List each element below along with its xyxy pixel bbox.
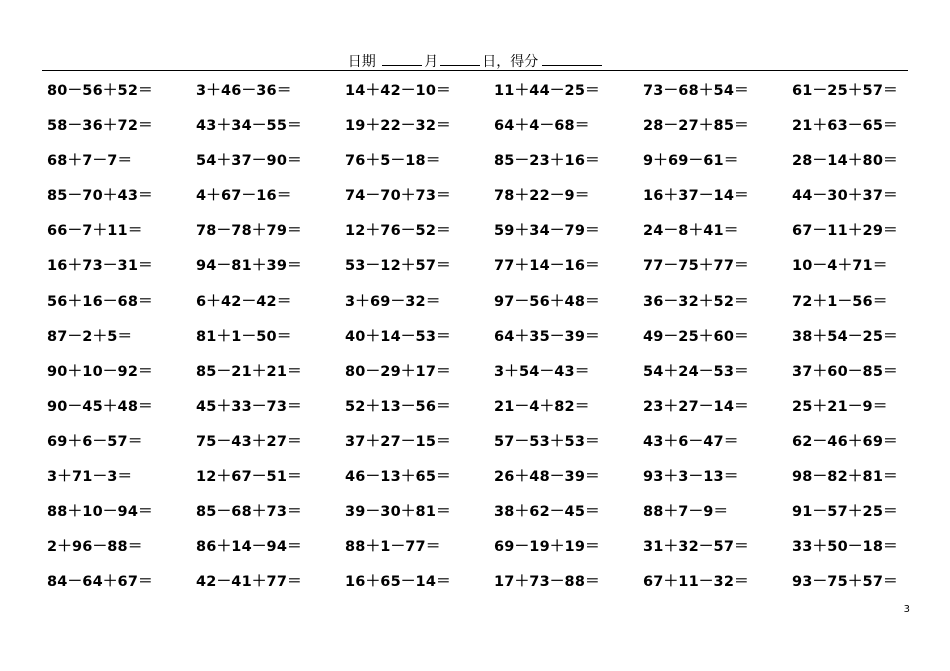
header-divider bbox=[42, 70, 908, 71]
math-problem: 46－13＋65＝ bbox=[345, 469, 451, 486]
math-problem: 12＋76－52＝ bbox=[345, 223, 451, 240]
problem-row bbox=[47, 187, 907, 222]
problem-row bbox=[47, 398, 907, 433]
month-blank[interactable] bbox=[382, 50, 422, 66]
math-problem: 42－41＋77＝ bbox=[196, 574, 302, 591]
problem-row bbox=[47, 152, 907, 187]
math-problem: 97－56＋48＝ bbox=[494, 293, 600, 310]
problem-row bbox=[47, 293, 907, 328]
math-problem: 10－4＋71＝ bbox=[792, 258, 888, 275]
math-problem: 44－30＋37＝ bbox=[792, 188, 898, 205]
math-problem: 26＋48－39＝ bbox=[494, 469, 600, 486]
day-blank[interactable] bbox=[440, 50, 480, 66]
date-label: 日期 bbox=[347, 54, 376, 70]
math-problem: 90＋10－92＝ bbox=[47, 363, 153, 380]
math-problem: 77＋14－16＝ bbox=[494, 258, 600, 275]
math-problem: 84－64＋67＝ bbox=[47, 574, 153, 591]
math-problem: 76＋5－18＝ bbox=[345, 153, 441, 170]
math-problem: 88＋10－94＝ bbox=[47, 504, 153, 521]
math-problem: 58－36＋72＝ bbox=[47, 118, 153, 135]
math-problem: 61－25＋57＝ bbox=[792, 83, 898, 99]
math-problem: 11＋44－25＝ bbox=[494, 83, 600, 99]
math-problem: 25＋21－9＝ bbox=[792, 398, 888, 415]
math-problem: 64＋4－68＝ bbox=[494, 118, 590, 135]
math-problem: 9＋69－61＝ bbox=[643, 153, 739, 170]
math-problem: 67＋11－32＝ bbox=[643, 574, 749, 591]
page-number: 3 bbox=[903, 604, 910, 615]
math-problem: 93＋3－13＝ bbox=[643, 469, 739, 486]
math-problem: 64＋35－39＝ bbox=[494, 328, 600, 345]
problem-row bbox=[47, 503, 907, 538]
math-problem: 49－25＋60＝ bbox=[643, 328, 749, 345]
math-problem: 3＋46－36＝ bbox=[196, 83, 292, 99]
problem-row bbox=[47, 328, 907, 363]
problem-grid bbox=[47, 82, 907, 608]
math-problem: 78＋22－9＝ bbox=[494, 188, 590, 205]
problem-row bbox=[47, 433, 907, 468]
math-problem: 38＋62－45＝ bbox=[494, 504, 600, 521]
math-problem: 45＋33－73＝ bbox=[196, 398, 302, 415]
math-problem: 16＋65－14＝ bbox=[345, 574, 451, 591]
math-problem: 54＋24－53＝ bbox=[643, 363, 749, 380]
math-problem: 57－53＋53＝ bbox=[494, 433, 600, 450]
math-problem: 94－81＋39＝ bbox=[196, 258, 302, 275]
math-problem: 24－8＋41＝ bbox=[643, 223, 739, 240]
math-problem: 6＋42－42＝ bbox=[196, 293, 292, 310]
problem-row bbox=[47, 82, 907, 117]
math-problem: 68＋7－7＝ bbox=[47, 153, 133, 170]
math-problem: 87－2＋5＝ bbox=[47, 328, 133, 345]
problem-row bbox=[47, 117, 907, 152]
problem-row bbox=[47, 573, 907, 608]
month-label: 月 bbox=[424, 54, 439, 70]
math-problem: 19＋22－32＝ bbox=[345, 118, 451, 135]
math-problem: 86＋14－94＝ bbox=[196, 539, 302, 556]
problem-row bbox=[47, 257, 907, 292]
math-problem: 72＋1－56＝ bbox=[792, 293, 888, 310]
math-problem: 98－82＋81＝ bbox=[792, 469, 898, 486]
math-problem: 36－32＋52＝ bbox=[643, 293, 749, 310]
problem-row bbox=[47, 468, 907, 503]
math-problem: 33＋50－18＝ bbox=[792, 539, 898, 556]
math-problem: 21＋63－65＝ bbox=[792, 118, 898, 135]
math-problem: 17＋73－88＝ bbox=[494, 574, 600, 591]
math-problem: 62－46＋69＝ bbox=[792, 433, 898, 450]
math-problem: 66－7＋11＝ bbox=[47, 223, 143, 240]
math-problem: 56＋16－68＝ bbox=[47, 293, 153, 310]
math-problem: 59＋34－79＝ bbox=[494, 223, 600, 240]
math-problem: 80－56＋52＝ bbox=[47, 83, 153, 99]
math-problem: 75－43＋27＝ bbox=[196, 433, 302, 450]
math-problem: 28－27＋85＝ bbox=[643, 118, 749, 135]
math-problem: 12＋67－51＝ bbox=[196, 469, 302, 486]
math-problem: 4＋67－16＝ bbox=[196, 188, 292, 205]
day-score-label: 日，得分 bbox=[482, 54, 539, 70]
math-problem: 78－78＋79＝ bbox=[196, 223, 302, 240]
worksheet-header bbox=[0, 50, 950, 70]
math-problem: 2＋96－88＝ bbox=[47, 539, 143, 556]
math-problem: 37＋27－15＝ bbox=[345, 433, 451, 450]
math-problem: 3＋69－32＝ bbox=[345, 293, 441, 310]
math-problem: 69－19＋19＝ bbox=[494, 539, 600, 556]
math-problem: 23＋27－14＝ bbox=[643, 398, 749, 415]
math-problem: 77－75＋77＝ bbox=[643, 258, 749, 275]
math-problem: 53－12＋57＝ bbox=[345, 258, 451, 275]
math-problem: 21－4＋82＝ bbox=[494, 398, 590, 415]
math-problem: 85－68＋73＝ bbox=[196, 504, 302, 521]
math-problem: 43＋34－55＝ bbox=[196, 118, 302, 135]
math-problem: 85－21＋21＝ bbox=[196, 363, 302, 380]
math-problem: 31＋32－57＝ bbox=[643, 539, 749, 556]
math-problem: 67－11＋29＝ bbox=[792, 223, 898, 240]
math-problem: 37＋60－85＝ bbox=[792, 363, 898, 380]
math-problem: 88＋7－9＝ bbox=[643, 504, 729, 521]
math-problem: 40＋14－53＝ bbox=[345, 328, 451, 345]
math-problem: 88＋1－77＝ bbox=[345, 539, 441, 556]
math-problem: 93－75＋57＝ bbox=[792, 574, 898, 591]
math-problem: 54＋37－90＝ bbox=[196, 153, 302, 170]
problem-row bbox=[47, 538, 907, 573]
problem-row bbox=[47, 222, 907, 257]
math-problem: 3＋71－3＝ bbox=[47, 469, 133, 486]
math-problem: 16＋73－31＝ bbox=[47, 258, 153, 275]
math-problem: 39－30＋81＝ bbox=[345, 504, 451, 521]
math-problem: 16＋37－14＝ bbox=[643, 188, 749, 205]
math-problem: 90－45＋48＝ bbox=[47, 398, 153, 415]
math-problem: 81＋1－50＝ bbox=[196, 328, 292, 345]
math-problem: 85－70＋43＝ bbox=[47, 188, 153, 205]
math-problem: 52＋13－56＝ bbox=[345, 398, 451, 415]
math-problem: 74－70＋73＝ bbox=[345, 188, 451, 205]
math-problem: 38＋54－25＝ bbox=[792, 328, 898, 345]
math-problem: 14＋42－10＝ bbox=[345, 83, 451, 99]
math-problem: 3＋54－43＝ bbox=[494, 363, 590, 380]
math-problem: 73－68＋54＝ bbox=[643, 83, 749, 99]
math-problem: 91－57＋25＝ bbox=[792, 504, 898, 521]
math-problem: 69＋6－57＝ bbox=[47, 433, 143, 450]
math-problem: 28－14＋80＝ bbox=[792, 153, 898, 170]
score-blank[interactable] bbox=[542, 50, 602, 66]
math-problem: 80－29＋17＝ bbox=[345, 363, 451, 380]
math-problem: 85－23＋16＝ bbox=[494, 153, 600, 170]
math-problem: 43＋6－47＝ bbox=[643, 433, 739, 450]
problem-row bbox=[47, 363, 907, 398]
